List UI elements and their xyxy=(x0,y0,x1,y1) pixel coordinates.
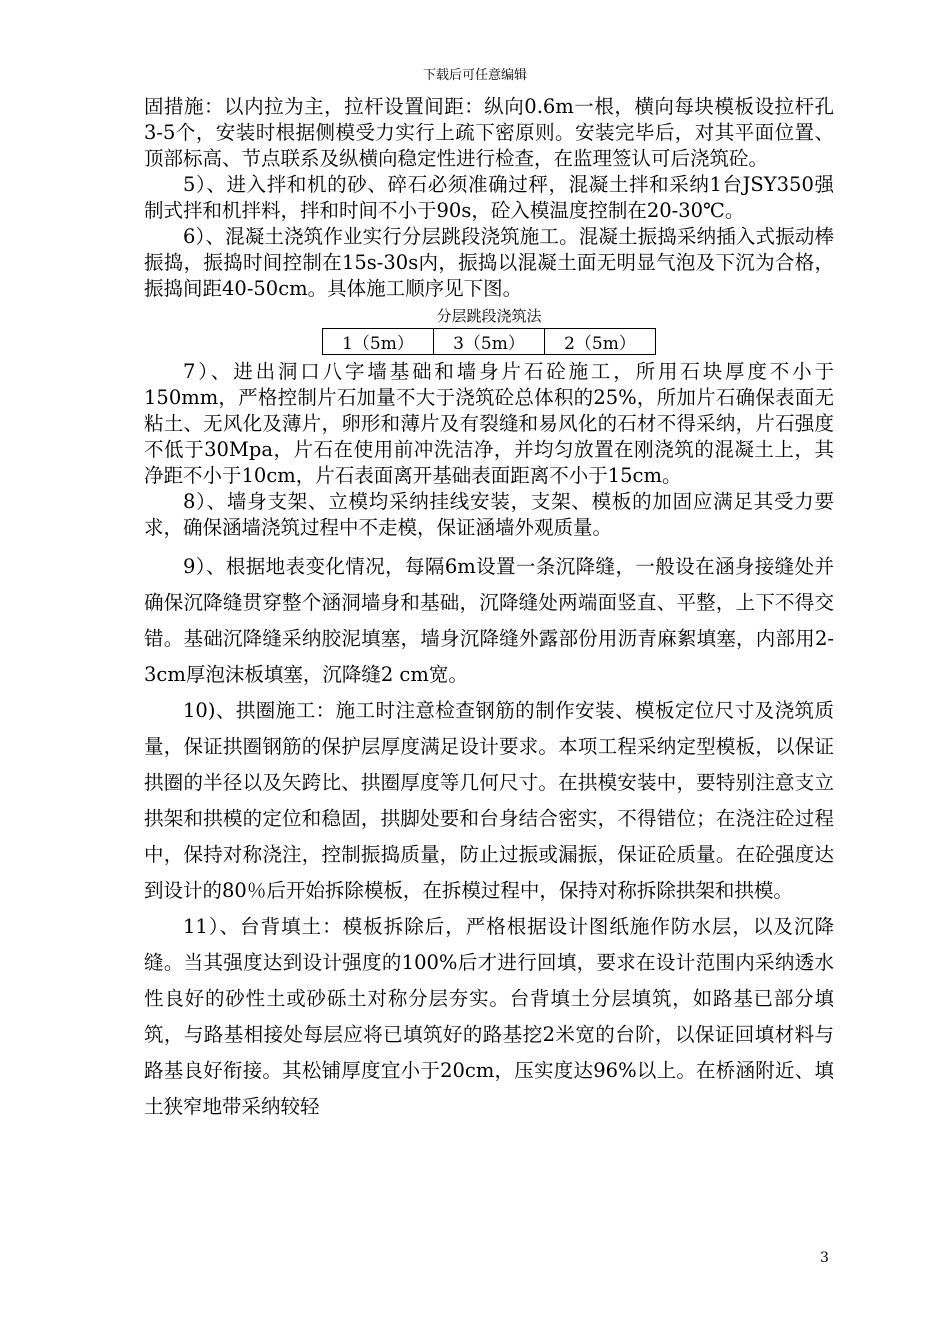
paragraph-item-9: 9）、根据地表变化情况，每隔6m设置一条沉降缝，一般设在涵身接缝处并确保沉降缝贯穿整个涵洞墙身和基础，沉降缝处两端面竖直、平整，上下不得交错。基础沉降缝采纳胶泥填塞，墙身沉降缝外露部份用沥青麻絮填塞，内部用2-3cm厚泡沫板填塞，沉降缝2 cm宽。 xyxy=(144,555,834,686)
paragraph-fixing-measures: 固措施：以内拉为主，拉杆设置间距：纵向0.6m一根，横向每块模板设拉杆孔3-5个，安装时根据侧模受力实行上疏下密原则。安装完毕后，对其平面位置、顶部标高、节点联系及纵横向稳定性进行检查，在监理签认可后浇筑砼。 xyxy=(144,95,834,170)
table-row xyxy=(323,329,656,355)
paragraph-item-6: 6）、混凝土浇筑作业实行分层跳段浇筑施工。混凝土振捣采纳插入式振动棒振捣，振捣时间控制在15s-30s内，振捣以混凝土面无明显气泡及下沉为合格，振捣间距40-50cm。具体施工顺序见下图。 xyxy=(144,225,834,300)
dense-section-top xyxy=(144,94,834,302)
sequence-cell: 1（5m） xyxy=(323,329,434,355)
sequence-cell: 2（5m） xyxy=(545,329,656,355)
paragraph-item-10: 10)、拱圈施工：施工时注意检查钢筋的制作安装、模板定位尺寸及浇筑质量，保证拱圈钢筋的保护层厚度满足设计要求。本项工程采纳定型模板，以保证拱圈的半径以及矢跨比、拱圈厚度等几何尺寸。在拱模安装中，要特别注意支立拱架和拱模的定位和稳固，拱脚处要和台身结合密实，不得错位；在浇注砼过程中，保持对称浇注，控制振捣质量，防止过振或漏振，保证砼质量。在砼强度达到设计的80％后开始拆除模板，在拆模过程中，保持对称拆除拱架和拱模。 xyxy=(144,699,834,902)
dense-section-mid xyxy=(144,359,834,541)
sequence-cell: 3（5m） xyxy=(434,329,545,355)
pour-sequence-table xyxy=(322,328,656,355)
page-number: 3 xyxy=(820,1250,829,1266)
paragraph-item-7: 7）、进出洞口八字墙基础和墙身片石砼施工，所用石块厚度不小于150mm，严格控制片石加量不大于浇筑砼总体积的25%，所加片石确保表面无粘土、无风化及薄片，卵形和薄片及有裂缝和易风化的石材不得采纳，片石强度不低于30Mpa，片石在使用前冲洗洁净，并均匀放置在刚浇筑的混凝土上，其净距不小于10cm，片石表面离开基础表面距离不小于15cm。 xyxy=(144,360,834,487)
figure-caption: 分层跳段浇筑法 xyxy=(436,307,542,325)
paragraph-item-5: 5）、进入拌和机的砂、碎石必须准确过秤，混凝土拌和采纳1台JSY350强制式拌和机拌料，拌和时间不小于90s，砼入模温度控制在20-30℃。 xyxy=(144,173,834,222)
page-header: 下载后可任意编辑 xyxy=(422,68,527,83)
document-body xyxy=(144,94,834,1125)
loose-section xyxy=(144,549,834,1125)
paragraph-item-8: 8）、墙身支架、立模均采纳挂线安装，支架、模板的加固应满足其受力要求，确保涵墙浇筑过程中不走模，保证涵墙外观质量。 xyxy=(144,490,834,539)
paragraph-item-11: 11）、台背填土：模板拆除后，严格根据设计图纸施作防水层，以及沉降缝。当其强度达到设计强度的100%后才进行回填，要求在设计范围内采纳透水性良好的砂性土或砂砾土对称分层夯实。台背填土分层填筑，如路基已部分填筑，与路基相接处每层应将已填筑好的路基挖2米宽的台阶，以保证回填材料与路基良好衔接。其松铺厚度宜小于20cm，压实度达96%以上。在桥涵附近、填土狭窄地带采纳较轻 xyxy=(144,915,834,1118)
